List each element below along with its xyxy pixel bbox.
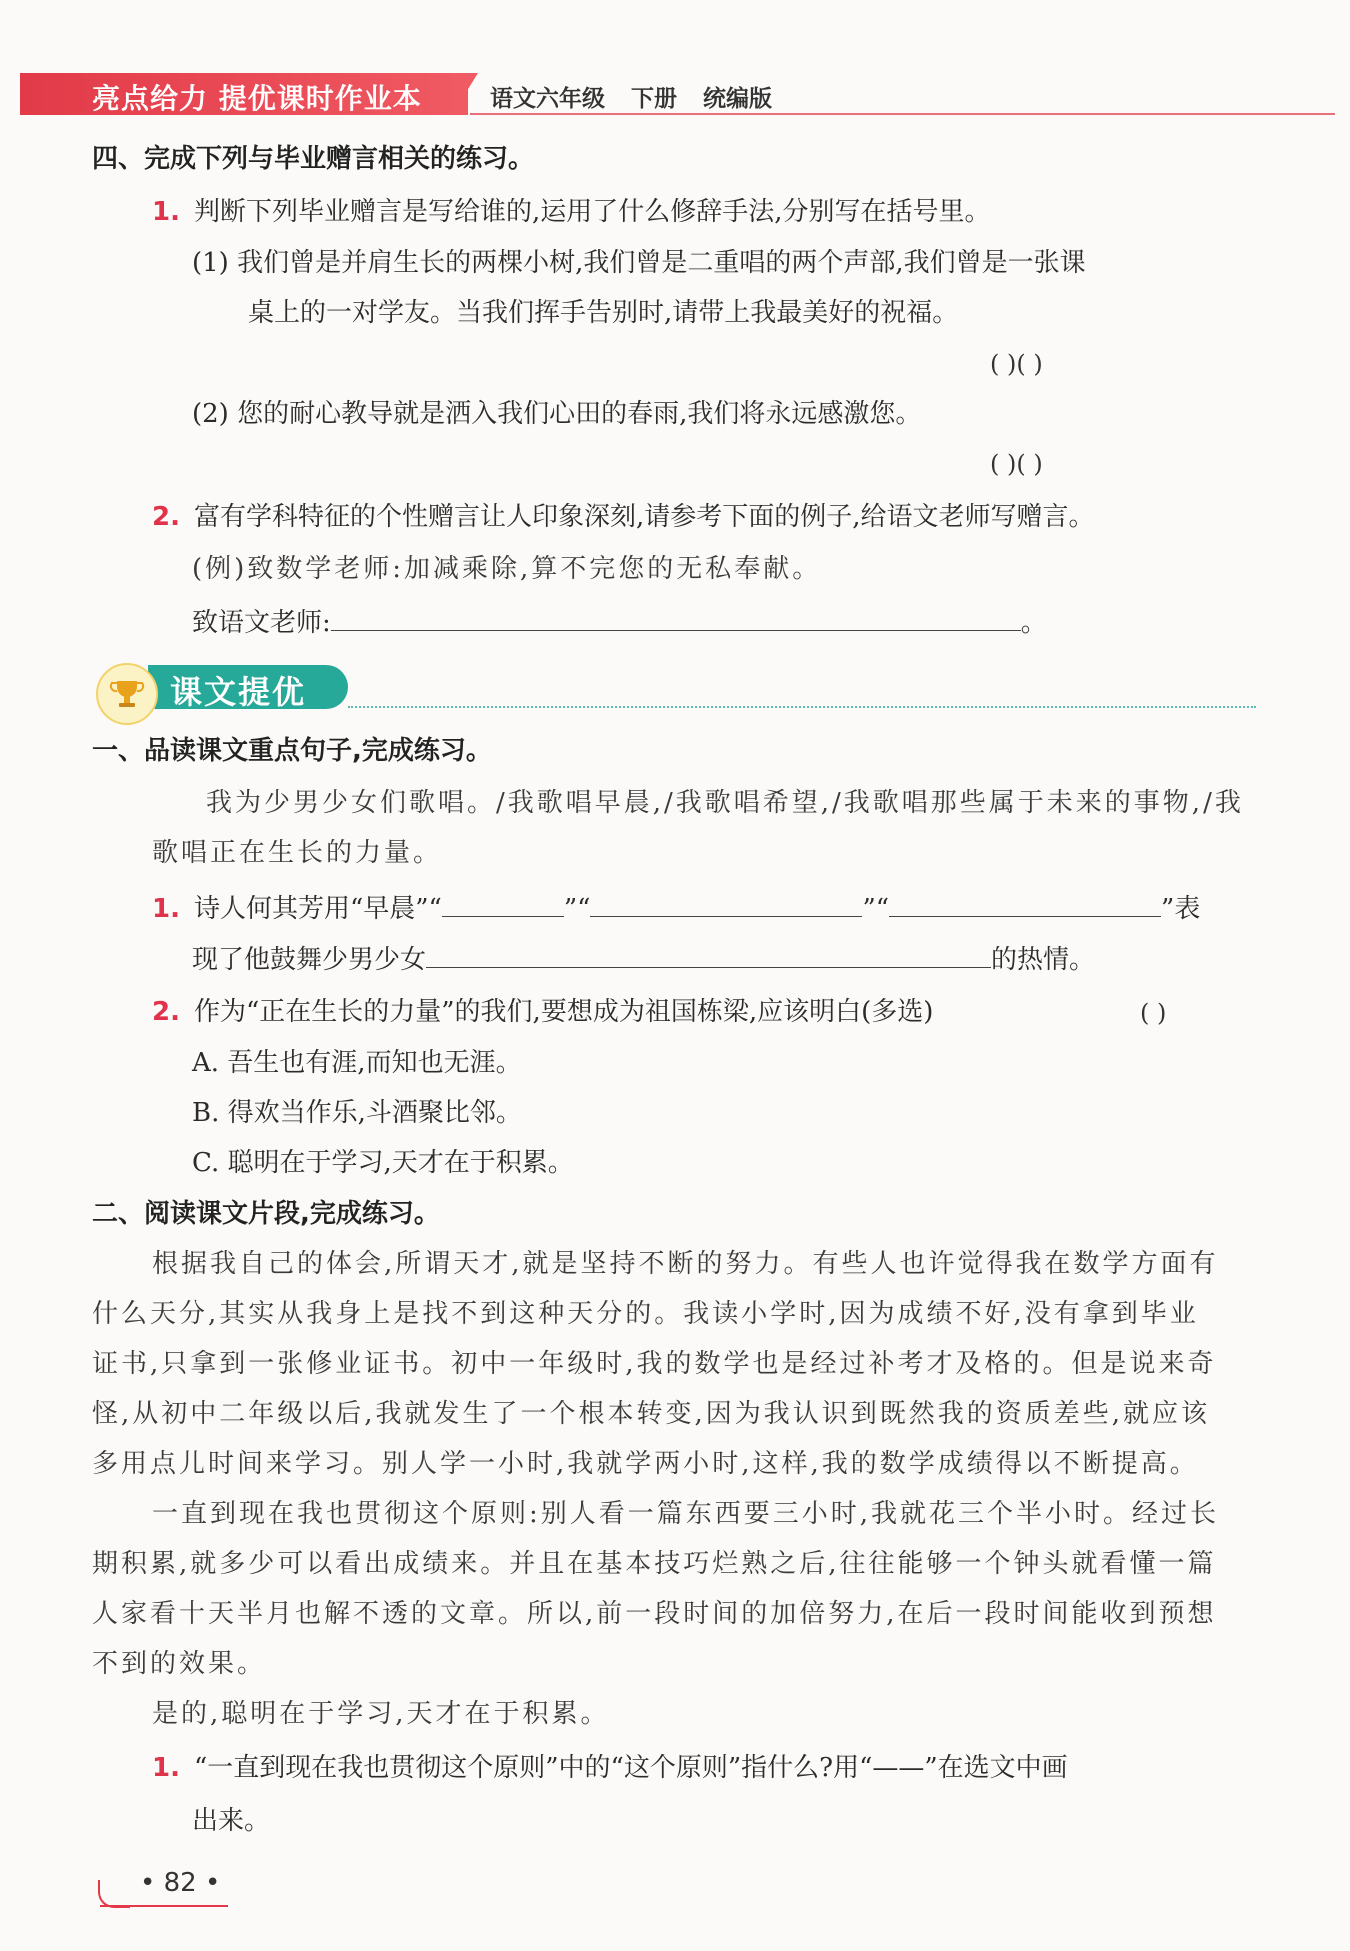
section-title: 课文提优: [170, 673, 307, 711]
passage-line: 是的,聪明在于学习,天才在于积累。: [152, 1699, 610, 1729]
question-text: 现了他鼓舞少男少女: [192, 945, 427, 975]
part4-q2-example: (例)致数学老师:加减乘除,算不完您的无私奉献。: [192, 554, 822, 584]
part1-q2: [152, 995, 933, 1029]
page-number-ornament: [98, 1880, 130, 1908]
subject-grade: 语文六年级: [490, 86, 605, 112]
question-text: “一直到现在我也贯彻这个原则”中的“这个原则”指什么?用“——”在选文中画: [193, 1753, 1068, 1783]
option-c: C. 聪明在于学习,天才在于积累。: [192, 1148, 574, 1178]
part1-heading: 一、品读课文重点句子,完成练习。: [92, 736, 492, 766]
passage-line: 证书,只拿到一张修业证书。初中一年级时,我的数学也是经过补考才及格的。但是说来奇: [92, 1349, 1217, 1379]
question-number: 1.: [152, 894, 180, 924]
passage-line: 多用点儿时间来学习。别人学一小时,我就学两小时,这样,我的数学成绩得以不断提高。: [92, 1449, 1199, 1479]
page-number-rule: [100, 1905, 228, 1907]
header-band-slant: [452, 73, 478, 115]
part4-q1-item1-line2: 桌上的一对学友。当我们挥手告别时,请带上我最美好的祝福。: [248, 298, 959, 328]
part1-q1-line1: [152, 890, 1200, 926]
passage-line: 人家看十天半月也解不透的文章。所以,前一段时间的加倍努力,在后一段时间能收到预想: [92, 1599, 1217, 1629]
part4-q2-answer-line: [192, 604, 1047, 640]
question-number: 2.: [152, 502, 180, 532]
trophy-icon: [96, 663, 158, 725]
question-number: 1.: [152, 197, 180, 227]
edition: 统编版: [703, 86, 772, 112]
part2-q1: [152, 1751, 1068, 1785]
question-number: 2.: [152, 997, 180, 1027]
answer-blank[interactable]: [590, 890, 862, 917]
part4-q1-item1-line1: (1) 我们曾是并肩生长的两棵小树,我们曾是二重唱的两个声部,我们曾是一张课: [192, 248, 1086, 278]
passage-line: 不到的效果。: [92, 1649, 267, 1679]
passage-line: 一直到现在我也贯彻这个原则:别人看一篇东西要三小时,我就花三个半小时。经过长: [152, 1499, 1220, 1529]
answer-parentheses[interactable]: ( ): [1140, 999, 1167, 1027]
passage-line: 根据我自己的体会,所谓天才,就是坚持不断的努力。有些人也许觉得我在数学方面有: [152, 1249, 1219, 1279]
answer-parentheses[interactable]: ( )( ): [990, 450, 1043, 478]
answer-blank[interactable]: [889, 890, 1161, 917]
part2-q1-line2: 出来。: [192, 1806, 271, 1836]
volume: 下册: [631, 86, 677, 112]
question-text: 诗人何其芳用“早晨”“: [193, 894, 442, 924]
question-text: 富有学科特征的个性赠言让人印象深刻,请参考下面的例子,给语文老师写赠言。: [193, 502, 1095, 532]
answer-end: 。: [1020, 608, 1047, 638]
header-rule: [470, 113, 1335, 115]
poem-line1: 我为少男少女们歌唱。/我歌唱早晨,/我歌唱希望,/我歌唱那些属于未来的事物,/我: [206, 788, 1244, 818]
answer-blank[interactable]: [442, 890, 564, 917]
question-number: 1.: [152, 1753, 180, 1783]
quote-mark: ”“: [563, 894, 591, 924]
question-text: 判断下列毕业赠言是写给谁的,运用了什么修辞手法,分别写在括号里。: [193, 197, 991, 227]
part4-q2: [152, 500, 1095, 534]
book-info: [490, 80, 798, 113]
answer-parentheses[interactable]: ( )( ): [990, 350, 1043, 378]
part4-heading: 四、完成下列与毕业赠言相关的练习。: [92, 144, 535, 174]
part4-q1: [152, 195, 991, 229]
option-b: B. 得欢当作乐,斗酒聚比邻。: [192, 1098, 522, 1128]
answer-prompt: 致语文老师:: [192, 608, 331, 638]
page-number: • 82 •: [140, 1868, 221, 1898]
part1-q1-line2: [192, 941, 1095, 977]
answer-blank[interactable]: [426, 941, 991, 968]
passage-line: 什么天分,其实从我身上是找不到这种天分的。我读小学时,因为成绩不好,没有拿到毕业: [92, 1299, 1199, 1329]
poem-line2: 歌唱正在生长的力量。: [152, 838, 443, 868]
answer-blank[interactable]: [331, 604, 1021, 631]
part4-q1-item2: (2) 您的耐心教导就是洒入我们心田的春雨,我们将永远感激您。: [192, 399, 922, 429]
question-text: 的热情。: [991, 945, 1096, 975]
passage-line: 期积累,就多少可以看出成绩来。并且在基本技巧烂熟之后,往往能够一个钟头就看懂一篇: [92, 1549, 1217, 1579]
section-divider: [348, 706, 1256, 708]
passage-line: 怪,从初中二年级以后,我就发生了一个根本转变,因为我认识到既然我的资质差些,就应该: [92, 1399, 1211, 1429]
series-title: 亮点给力 提优课时作业本: [92, 82, 422, 115]
quote-mark: ”“: [862, 894, 890, 924]
part2-heading: 二、阅读课文片段,完成练习。: [92, 1199, 440, 1229]
question-text: ”表: [1161, 894, 1201, 924]
option-a: A. 吾生也有涯,而知也无涯。: [192, 1048, 522, 1078]
question-text: 作为“正在生长的力量”的我们,要想成为祖国栋梁,应该明白(多选): [193, 997, 934, 1027]
